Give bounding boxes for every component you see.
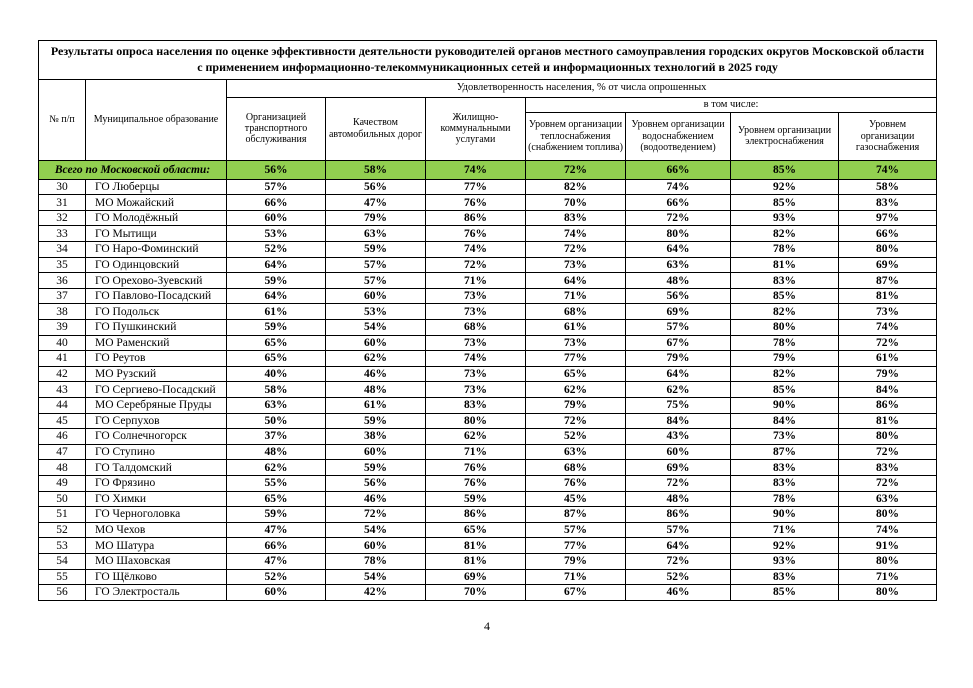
municipality-name: ГО Сергиево-Посадский (86, 382, 227, 398)
value-housing: 72% (426, 257, 526, 273)
value-housing: 74% (426, 351, 526, 367)
value-electricity: 83% (731, 475, 839, 491)
value-housing: 77% (426, 179, 526, 195)
value-transport: 64% (227, 288, 326, 304)
value-water: 72% (626, 210, 731, 226)
value-gas: 87% (839, 273, 937, 289)
table-row (39, 585, 937, 601)
value-transport: 59% (227, 320, 326, 336)
table-row (39, 210, 937, 226)
value-heating: 74% (526, 226, 626, 242)
total-value-housing: 74% (426, 160, 526, 179)
municipality-name: ГО Орехово-Зуевский (86, 273, 227, 289)
value-gas: 69% (839, 257, 937, 273)
table-row (39, 382, 937, 398)
value-transport: 62% (227, 460, 326, 476)
table-row (39, 522, 937, 538)
value-housing: 65% (426, 522, 526, 538)
municipality-name: ГО Солнечногорск (86, 429, 227, 445)
value-roads: 60% (326, 538, 426, 554)
value-roads: 72% (326, 507, 426, 523)
value-roads: 59% (326, 242, 426, 258)
value-housing: 71% (426, 444, 526, 460)
value-gas: 83% (839, 195, 937, 211)
value-housing: 80% (426, 413, 526, 429)
table-row (39, 507, 937, 523)
row-number: 48 (39, 460, 86, 476)
value-water: 60% (626, 444, 731, 460)
value-housing: 86% (426, 210, 526, 226)
value-water: 62% (626, 382, 731, 398)
municipality-name: ГО Мытищи (86, 226, 227, 242)
value-roads: 78% (326, 553, 426, 569)
value-water: 72% (626, 475, 731, 491)
value-gas: 72% (839, 335, 937, 351)
municipality-name: ГО Пушкинский (86, 320, 227, 336)
table-row (39, 195, 937, 211)
value-water: 46% (626, 585, 731, 601)
row-number: 50 (39, 491, 86, 507)
row-number: 34 (39, 242, 86, 258)
value-housing: 73% (426, 366, 526, 382)
total-value-heating: 72% (526, 160, 626, 179)
table-row (39, 320, 937, 336)
row-number: 47 (39, 444, 86, 460)
row-number: 42 (39, 366, 86, 382)
value-transport: 52% (227, 569, 326, 585)
total-value-water: 66% (626, 160, 731, 179)
value-water: 66% (626, 195, 731, 211)
total-row-label: Всего по Московской области: (39, 160, 227, 179)
value-heating: 79% (526, 397, 626, 413)
value-housing: 73% (426, 304, 526, 320)
value-housing: 73% (426, 335, 526, 351)
value-electricity: 71% (731, 522, 839, 538)
value-transport: 53% (227, 226, 326, 242)
row-number: 43 (39, 382, 86, 398)
table-header (39, 41, 937, 161)
value-heating: 52% (526, 429, 626, 445)
value-heating: 64% (526, 273, 626, 289)
value-gas: 81% (839, 288, 937, 304)
value-gas: 80% (839, 429, 937, 445)
municipality-name: ГО Серпухов (86, 413, 227, 429)
table-row (39, 304, 937, 320)
table-row (39, 538, 937, 554)
table-row (39, 460, 937, 476)
value-roads: 38% (326, 429, 426, 445)
municipality-name: ГО Наро-Фоминский (86, 242, 227, 258)
municipality-name: МО Рузский (86, 366, 227, 382)
value-roads: 60% (326, 335, 426, 351)
header-heating: Уровнем организации теплоснабжения (снабжением топлива) (526, 112, 626, 160)
value-transport: 60% (227, 210, 326, 226)
value-heating: 77% (526, 351, 626, 367)
value-gas: 86% (839, 397, 937, 413)
value-housing: 81% (426, 538, 526, 554)
table-row (39, 257, 937, 273)
value-water: 64% (626, 538, 731, 554)
municipality-name: ГО Щёлково (86, 569, 227, 585)
municipality-name: ГО Одинцовский (86, 257, 227, 273)
value-gas: 80% (839, 553, 937, 569)
value-roads: 59% (326, 413, 426, 429)
value-housing: 83% (426, 397, 526, 413)
municipality-name: МО Можайский (86, 195, 227, 211)
value-water: 64% (626, 242, 731, 258)
header-water: Уровнем организации водоснабжением (водоотведением) (626, 112, 731, 160)
value-water: 69% (626, 460, 731, 476)
value-gas: 63% (839, 491, 937, 507)
value-transport: 48% (227, 444, 326, 460)
municipality-name: ГО Реутов (86, 351, 227, 367)
value-transport: 52% (227, 242, 326, 258)
header-roads: Качеством автомобильных дорог (326, 97, 426, 160)
row-number: 31 (39, 195, 86, 211)
municipality-name: ГО Подольск (86, 304, 227, 320)
value-water: 75% (626, 397, 731, 413)
value-electricity: 87% (731, 444, 839, 460)
value-heating: 87% (526, 507, 626, 523)
value-electricity: 93% (731, 210, 839, 226)
value-transport: 65% (227, 351, 326, 367)
value-housing: 62% (426, 429, 526, 445)
value-heating: 73% (526, 335, 626, 351)
value-electricity: 73% (731, 429, 839, 445)
table-row (39, 444, 937, 460)
row-number: 41 (39, 351, 86, 367)
value-heating: 83% (526, 210, 626, 226)
value-water: 57% (626, 320, 731, 336)
row-number: 53 (39, 538, 86, 554)
total-value-roads: 58% (326, 160, 426, 179)
total-value-transport: 56% (227, 160, 326, 179)
value-transport: 37% (227, 429, 326, 445)
table-row (39, 397, 937, 413)
value-housing: 73% (426, 382, 526, 398)
municipality-name: ГО Люберцы (86, 179, 227, 195)
value-electricity: 80% (731, 320, 839, 336)
value-electricity: 90% (731, 507, 839, 523)
row-number: 38 (39, 304, 86, 320)
table-row (39, 226, 937, 242)
value-water: 64% (626, 366, 731, 382)
row-number: 49 (39, 475, 86, 491)
value-gas: 79% (839, 366, 937, 382)
value-gas: 74% (839, 522, 937, 538)
row-number: 35 (39, 257, 86, 273)
value-housing: 81% (426, 553, 526, 569)
value-roads: 56% (326, 475, 426, 491)
value-electricity: 82% (731, 226, 839, 242)
value-roads: 63% (326, 226, 426, 242)
value-electricity: 85% (731, 585, 839, 601)
value-roads: 56% (326, 179, 426, 195)
table-row (39, 335, 937, 351)
municipality-name: ГО Павлово-Посадский (86, 288, 227, 304)
value-electricity: 78% (731, 335, 839, 351)
value-roads: 53% (326, 304, 426, 320)
row-number: 45 (39, 413, 86, 429)
table-row (39, 413, 937, 429)
table-row (39, 179, 937, 195)
value-roads: 54% (326, 522, 426, 538)
results-table (38, 40, 937, 601)
value-electricity: 84% (731, 413, 839, 429)
row-number: 32 (39, 210, 86, 226)
value-housing: 70% (426, 585, 526, 601)
value-roads: 60% (326, 444, 426, 460)
value-heating: 76% (526, 475, 626, 491)
value-heating: 45% (526, 491, 626, 507)
municipality-name: ГО Молодёжный (86, 210, 227, 226)
value-electricity: 78% (731, 491, 839, 507)
row-number: 40 (39, 335, 86, 351)
value-gas: 80% (839, 585, 937, 601)
value-transport: 63% (227, 397, 326, 413)
page-title: Результаты опроса населения по оценке эффективности деятельности руководителей органов местного самоуправления городских округов Московской области с применением информационно-телекоммуникационных сетей и информационных технологий в 2025 году (39, 41, 937, 80)
table-row (39, 351, 937, 367)
value-roads: 59% (326, 460, 426, 476)
value-transport: 55% (227, 475, 326, 491)
value-heating: 71% (526, 288, 626, 304)
value-heating: 70% (526, 195, 626, 211)
value-electricity: 85% (731, 288, 839, 304)
value-electricity: 93% (731, 553, 839, 569)
value-electricity: 81% (731, 257, 839, 273)
value-roads: 60% (326, 288, 426, 304)
value-transport: 58% (227, 382, 326, 398)
value-electricity: 78% (731, 242, 839, 258)
value-roads: 61% (326, 397, 426, 413)
value-gas: 80% (839, 507, 937, 523)
value-electricity: 92% (731, 179, 839, 195)
value-water: 67% (626, 335, 731, 351)
municipality-name: ГО Талдомский (86, 460, 227, 476)
value-heating: 82% (526, 179, 626, 195)
value-heating: 71% (526, 569, 626, 585)
municipality-name: ГО Химки (86, 491, 227, 507)
row-number: 56 (39, 585, 86, 601)
row-number: 36 (39, 273, 86, 289)
table-row (39, 288, 937, 304)
value-transport: 40% (227, 366, 326, 382)
municipality-name: МО Шаховская (86, 553, 227, 569)
value-housing: 86% (426, 507, 526, 523)
header-municipality: Муниципальное образование (86, 79, 227, 160)
value-heating: 72% (526, 242, 626, 258)
value-transport: 50% (227, 413, 326, 429)
value-water: 43% (626, 429, 731, 445)
value-gas: 72% (839, 444, 937, 460)
value-roads: 79% (326, 210, 426, 226)
value-roads: 54% (326, 320, 426, 336)
value-water: 48% (626, 273, 731, 289)
municipality-name: ГО Черноголовка (86, 507, 227, 523)
value-roads: 47% (326, 195, 426, 211)
table-row (39, 366, 937, 382)
table-row (39, 553, 937, 569)
page-number: 4 (484, 619, 490, 633)
value-water: 86% (626, 507, 731, 523)
value-housing: 71% (426, 273, 526, 289)
row-number: 52 (39, 522, 86, 538)
value-gas: 58% (839, 179, 937, 195)
municipality-name: МО Серебряные Пруды (86, 397, 227, 413)
value-gas: 84% (839, 382, 937, 398)
header-row-number: № п/п (39, 79, 86, 160)
row-number: 55 (39, 569, 86, 585)
value-water: 48% (626, 491, 731, 507)
value-heating: 72% (526, 413, 626, 429)
value-heating: 61% (526, 320, 626, 336)
row-number: 54 (39, 553, 86, 569)
row-number: 30 (39, 179, 86, 195)
value-water: 74% (626, 179, 731, 195)
value-heating: 63% (526, 444, 626, 460)
value-housing: 69% (426, 569, 526, 585)
header-housing: Жилищно-коммунальными услугами (426, 97, 526, 160)
value-transport: 66% (227, 195, 326, 211)
value-housing: 68% (426, 320, 526, 336)
value-electricity: 83% (731, 569, 839, 585)
value-roads: 42% (326, 585, 426, 601)
table-row (39, 475, 937, 491)
value-roads: 62% (326, 351, 426, 367)
row-number: 37 (39, 288, 86, 304)
table-row (39, 491, 937, 507)
value-housing: 76% (426, 475, 526, 491)
value-gas: 83% (839, 460, 937, 476)
value-water: 63% (626, 257, 731, 273)
value-heating: 77% (526, 538, 626, 554)
value-transport: 65% (227, 335, 326, 351)
value-gas: 81% (839, 413, 937, 429)
row-number: 39 (39, 320, 86, 336)
value-electricity: 90% (731, 397, 839, 413)
value-gas: 74% (839, 320, 937, 336)
value-heating: 68% (526, 460, 626, 476)
value-gas: 73% (839, 304, 937, 320)
value-gas: 71% (839, 569, 937, 585)
total-value-electricity: 85% (731, 160, 839, 179)
header-transport: Организацией транспортного обслуживания (227, 97, 326, 160)
header-satisfaction-group: Удовлетворенность населения, % от числа опрошенных (227, 79, 937, 97)
value-electricity: 83% (731, 273, 839, 289)
value-gas: 80% (839, 242, 937, 258)
value-transport: 64% (227, 257, 326, 273)
value-housing: 59% (426, 491, 526, 507)
row-number: 46 (39, 429, 86, 445)
value-roads: 54% (326, 569, 426, 585)
value-electricity: 82% (731, 366, 839, 382)
value-water: 69% (626, 304, 731, 320)
municipality-name: ГО Электросталь (86, 585, 227, 601)
municipality-name: МО Чехов (86, 522, 227, 538)
value-roads: 57% (326, 257, 426, 273)
municipality-name: ГО Фрязино (86, 475, 227, 491)
value-electricity: 85% (731, 195, 839, 211)
value-gas: 91% (839, 538, 937, 554)
value-transport: 47% (227, 553, 326, 569)
total-row (39, 160, 937, 179)
table-body (39, 179, 937, 600)
value-water: 57% (626, 522, 731, 538)
row-number: 33 (39, 226, 86, 242)
value-heating: 57% (526, 522, 626, 538)
value-water: 80% (626, 226, 731, 242)
header-including: в том числе: (526, 97, 937, 112)
municipality-name: ГО Ступино (86, 444, 227, 460)
header-gas: Уровнем организации газоснабжения (839, 112, 937, 160)
table-row (39, 242, 937, 258)
value-heating: 73% (526, 257, 626, 273)
value-housing: 74% (426, 242, 526, 258)
value-electricity: 82% (731, 304, 839, 320)
value-transport: 59% (227, 273, 326, 289)
value-gas: 72% (839, 475, 937, 491)
value-housing: 73% (426, 288, 526, 304)
value-heating: 79% (526, 553, 626, 569)
municipality-name: МО Раменский (86, 335, 227, 351)
total-value-gas: 74% (839, 160, 937, 179)
municipality-name: МО Шатура (86, 538, 227, 554)
table-row (39, 569, 937, 585)
value-electricity: 85% (731, 382, 839, 398)
value-electricity: 83% (731, 460, 839, 476)
value-water: 84% (626, 413, 731, 429)
value-heating: 62% (526, 382, 626, 398)
value-gas: 66% (839, 226, 937, 242)
value-housing: 76% (426, 195, 526, 211)
value-gas: 61% (839, 351, 937, 367)
value-transport: 66% (227, 538, 326, 554)
row-number: 44 (39, 397, 86, 413)
value-transport: 60% (227, 585, 326, 601)
value-gas: 97% (839, 210, 937, 226)
value-water: 79% (626, 351, 731, 367)
table-row (39, 273, 937, 289)
value-roads: 57% (326, 273, 426, 289)
value-transport: 47% (227, 522, 326, 538)
value-roads: 48% (326, 382, 426, 398)
value-heating: 65% (526, 366, 626, 382)
value-roads: 46% (326, 366, 426, 382)
value-transport: 65% (227, 491, 326, 507)
value-housing: 76% (426, 460, 526, 476)
value-heating: 68% (526, 304, 626, 320)
value-transport: 57% (227, 179, 326, 195)
value-water: 52% (626, 569, 731, 585)
value-roads: 46% (326, 491, 426, 507)
value-water: 56% (626, 288, 731, 304)
value-transport: 59% (227, 507, 326, 523)
value-electricity: 92% (731, 538, 839, 554)
row-number: 51 (39, 507, 86, 523)
value-electricity: 79% (731, 351, 839, 367)
value-heating: 67% (526, 585, 626, 601)
value-water: 72% (626, 553, 731, 569)
value-housing: 76% (426, 226, 526, 242)
header-electricity: Уровнем организации электроснабжения (731, 112, 839, 160)
table-row (39, 429, 937, 445)
value-transport: 61% (227, 304, 326, 320)
